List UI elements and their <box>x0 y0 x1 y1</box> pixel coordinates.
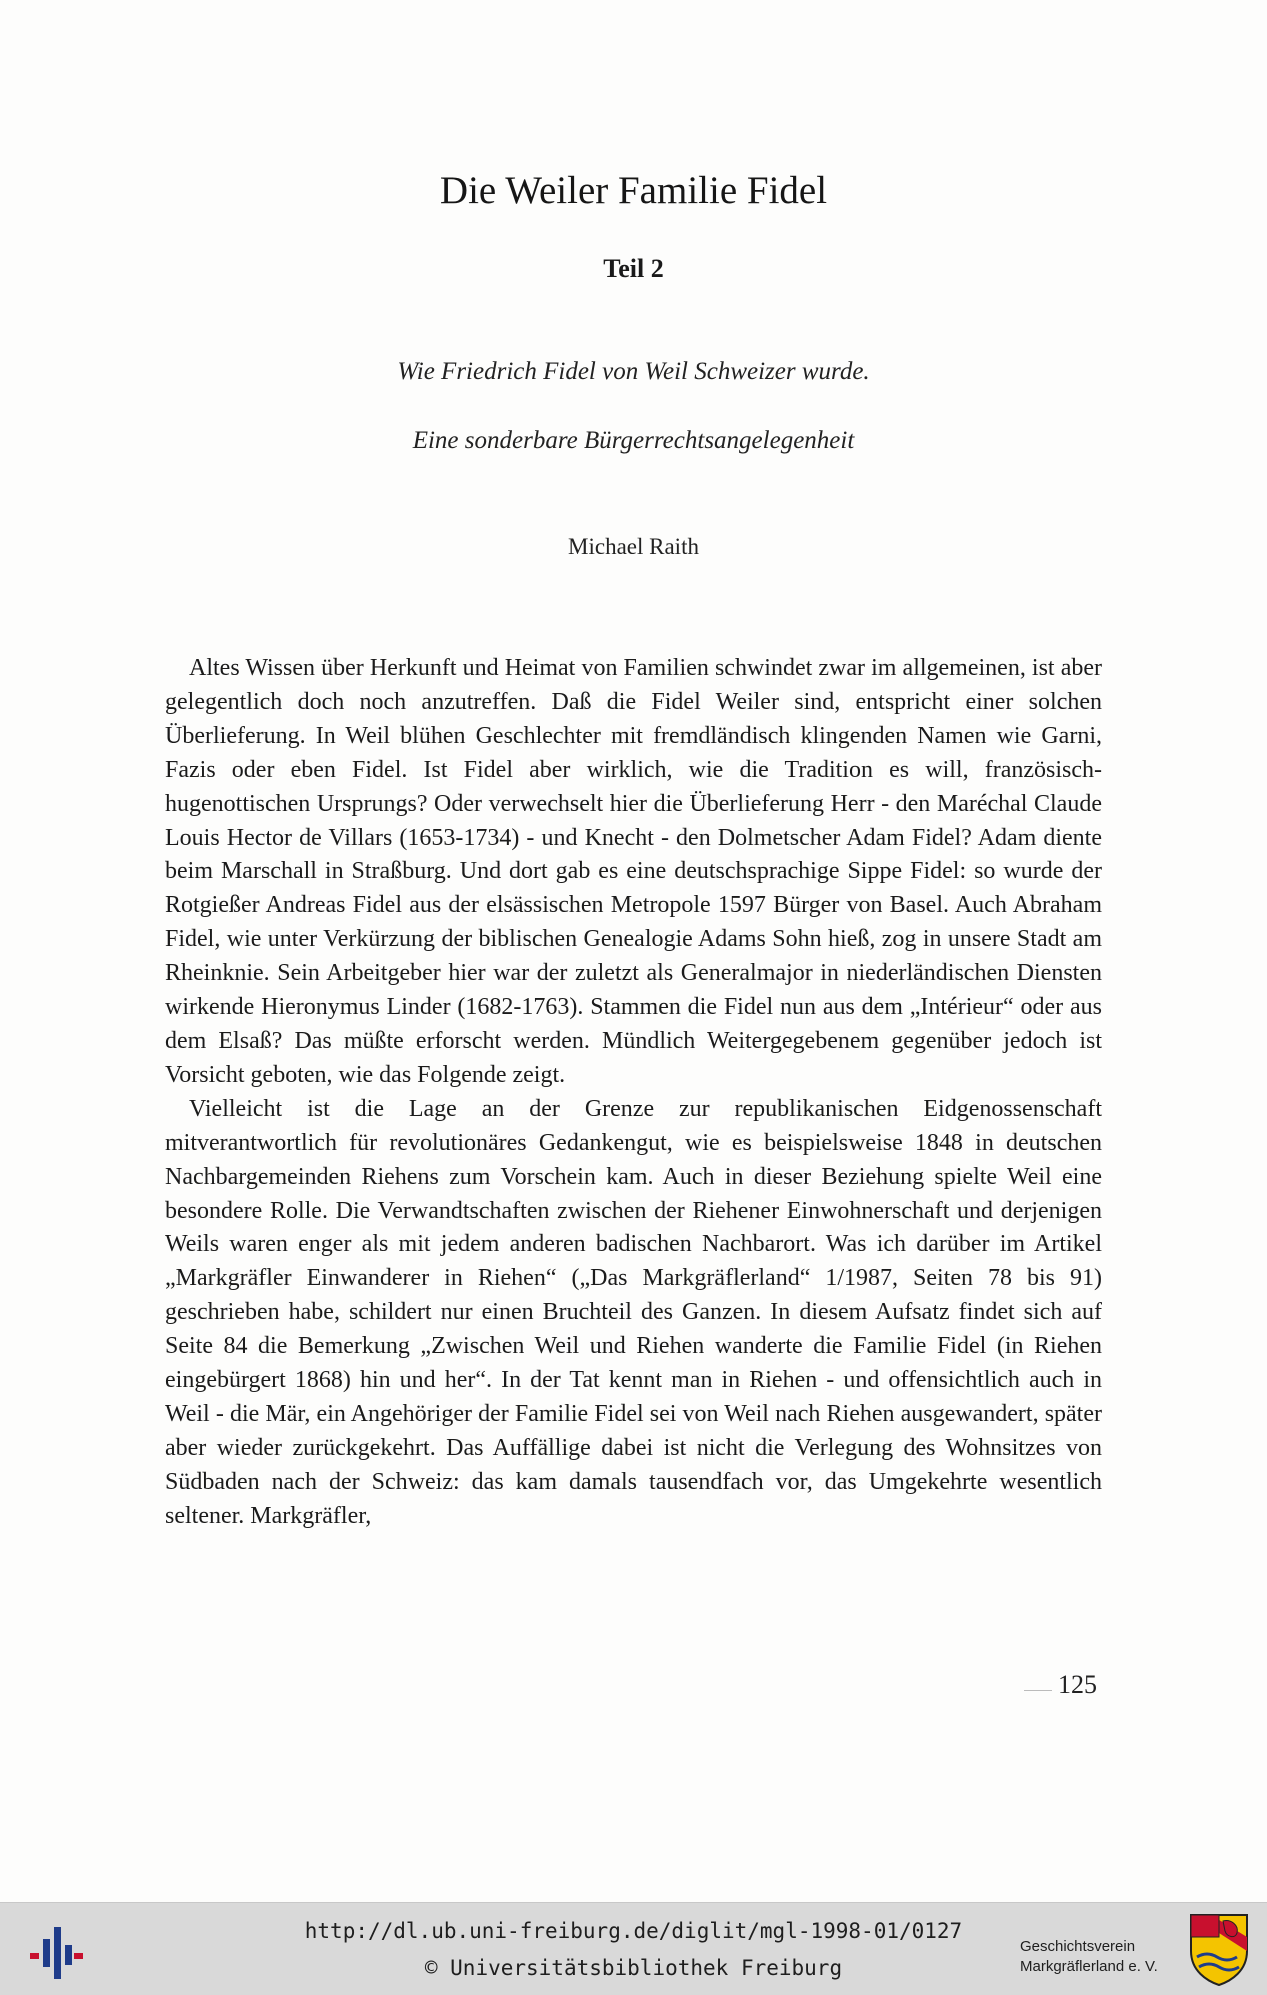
body-paragraph-2: Vielleicht ist die Lage an der Grenze zur republikanischen Eidgenossenschaft mitverantwortlich für revolutionäres Gedankengut, wie es beispielsweise 1848 in deutschen Nachbargemeinden Riehens zum Vorschein kam. Auch in dieser Beziehung spielte Weil eine besondere Rolle. Die Verwandtschaften zwischen der Riehener Einwohnerschaft und derjenigen Weils waren enger als mit jedem anderen badischen Nachbarort. Was ich darüber im Artikel „Markgräfler Einwanderer in Riehen“ („Das Markgräflerland“ 1/1987, Seiten 78 bis 91) geschrieben habe, schildert nur einen Bruchteil des Ganzen. In diesem Aufsatz findet sich auf Seite 84 die Bemerkung „Zwischen Weil und Riehen wanderte die Familie Fidel (in Riehen eingebürgert 1868) hin und her“. In der Tat kennt man in Riehen - und offensichtlich auch in Weil - die Mär, ein Angehöriger der Familie Fidel sei von Weil nach Riehen ausgewandert, später aber wieder zurückgekehrt. Das Auffällige dabei ist nicht die Verlegung des Wohnsitzes von Südbaden nach der Schweiz: das kam damals tausendfach vor, das Umgekehrte wesentlich seltener. Markgräfler, <box>165 1095 1102 1529</box>
article-part: Teil 2 <box>603 254 664 283</box>
footer-url-link[interactable]: http://dl.ub.uni-freiburg.de/diglit/mgl-1998-01/0127 <box>304 1919 963 1943</box>
article-author: Michael Raith <box>568 534 699 559</box>
association-line-1: Geschichtsverein <box>1020 1938 1136 1955</box>
footer-copyright: © Universitätsbibliothek Freiburg <box>424 1956 843 1980</box>
article-title: Die Weiler Familie Fidel <box>439 169 828 212</box>
body-paragraph-1: Altes Wissen über Herkunft und Heimat von Familien schwindet zwar im allgemeinen, ist aber gelegentlich doch noch anzutreffen. Daß die Fidel Weiler sind, entspricht einer solchen Überlieferung. In Weil blühen Geschlechter mit fremdländisch klingenden Namen wie Garni, Fazis oder eben Fidel. Ist Fidel aber wirklich, wie die Tradition es will, französisch-hugenottischen Ursprungs? Oder verwechselt hier die Überlieferung Herr - den Maréchal Claude Louis Hector de Villars (1653-1734) - und Knecht - den Dolmetscher Adam Fidel? Adam diente beim Marschall in Straßburg. Und dort gab es eine deutschsprachige Sippe Fidel: so wurde der Rotgießer Andreas Fidel aus der elsässischen Metropole 1597 Bürger von Basel. Auch Abraham Fidel, wie unter Verkürzung der biblischen Genealogie Adams Sohn hieß, zog in unsere Stadt am Rheinknie. Sein Arbeitgeber hier war der zuletzt als Generalmajor in niederländischen Diensten wirkende Hieronymus Linder (1682-1763). Stammen die Fidel nun aus dem „Intérieur“ oder aus dem Elsaß? Das müßte erforscht werden. Mündlich Weitergegebenem gegenüber jedoch ist Vorsicht geboten, wie das Folgende zeigt. <box>165 655 1102 1088</box>
page-number: 125 <box>1058 1670 1097 1699</box>
article-subtitle-2: Eine sonderbare Bürgerrechtsangelegenheit <box>412 427 855 454</box>
coat-of-arms-icon <box>1187 1911 1251 1987</box>
footer-bar <box>0 1902 1267 1995</box>
article-subtitle-1: Wie Friedrich Fidel von Weil Schweizer wurde. <box>397 358 870 385</box>
article-body <box>165 652 1102 1534</box>
association-line-2: Markgräflerland e. V. <box>1020 1958 1158 1975</box>
footer-association <box>1020 1937 1158 1977</box>
